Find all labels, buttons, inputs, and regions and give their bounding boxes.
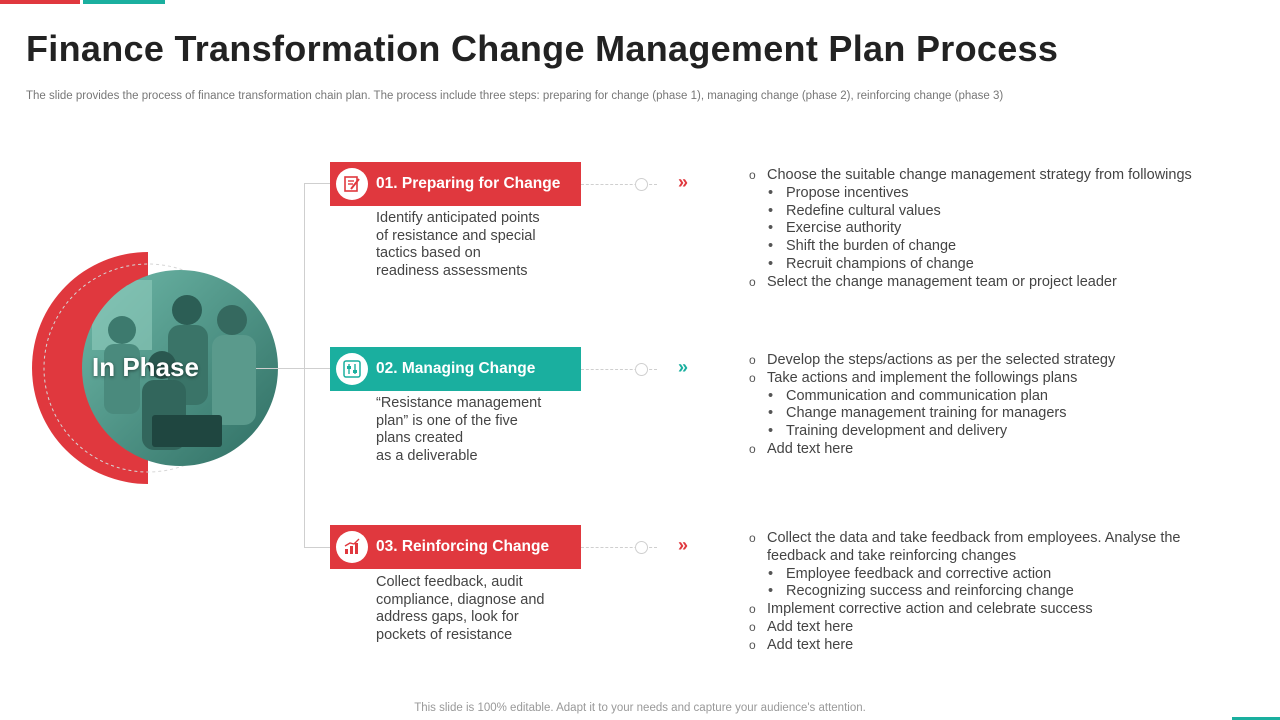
detail-subitem: • Recognizing success and reinforcing change [748,583,1218,601]
step-2-desc-line: “Resistance management [376,395,542,411]
slide-footer: This slide is 100% editable. Adapt it to your needs and capture your audience's attention. [414,702,866,714]
step-1-connector [304,183,330,184]
detail-item: o Add text here [748,441,1218,459]
step-2-description [376,395,556,465]
hub-label: In Phase [92,352,199,382]
step-2-details [748,352,1218,459]
detail-item: o Collect the data and take feedback from employees. Analyse the [748,530,1218,548]
top-accent-teal [83,0,165,4]
slide-subtitle: The slide provides the process of finance transformation chain plan. The process include three steps: preparing for change (phase 1), managing change (phase 2), reinforcing change (phase 3) [26,90,1004,102]
step-2-desc-line: plan” is one of the five [376,412,518,429]
detail-subitem: • Exercise authority [748,220,1218,238]
step-3-dot [635,541,648,554]
document-pen-icon [336,168,368,200]
detail-item: o Add text here [748,637,1218,655]
detail-item: o Implement corrective action and celebrate success [748,601,1218,619]
slide-title: Finance Transformation Change Management Plan Process [26,28,1059,69]
step-3-title: 03. Reinforcing Change [376,538,550,555]
detail-item: o Select the change management team or project leader [748,274,1218,292]
sliders-icon [336,353,368,385]
step-1-desc-line: Identify anticipated points [376,210,540,226]
detail-item: o Take actions and implement the followings plans [748,370,1218,388]
step-1-dot [635,178,648,191]
step-3-connector [304,547,330,548]
step-1-chevron-icon: » [678,172,689,192]
step-3-desc-line: pockets of resistance [376,626,513,643]
step-2-title: 02. Managing Change [376,360,536,377]
detail-item: o Choose the suitable change management strategy from followings [748,167,1218,185]
vertical-connector [304,183,305,548]
detail-subitem: • Change management training for managers [748,405,1218,423]
step-2-chevron-icon: » [678,357,689,377]
step-3-desc-line: compliance, diagnose and [376,591,545,608]
step-1-desc-line: of resistance and special [376,227,536,244]
detail-item: o Add text here [748,619,1218,637]
step-2-desc-line: plans created [376,430,464,446]
detail-subitem: • Employee feedback and corrective action [748,566,1218,584]
detail-subitem: • Redefine cultural values [748,203,1218,221]
detail-item: o Develop the steps/actions as per the selected strategy [748,352,1218,370]
step-3-desc-line: address gaps, look for [376,609,519,625]
step-3-desc-line: Collect feedback, audit [376,574,523,590]
step-1-desc-line: readiness assessments [376,262,528,279]
step-2-desc-line: as a deliverable [376,447,478,464]
step-1-desc-line: tactics based on [376,245,481,261]
hub-connector [256,368,305,369]
step-1-details [748,167,1218,292]
step-3-header [330,525,581,569]
step-1-title: 01. Preparing for Change [376,175,561,192]
detail-subitem: • Communication and communication plan [748,388,1218,406]
step-2-connector [304,368,330,369]
detail-subitem: • Training development and delivery [748,423,1218,441]
step-3-description [376,574,556,644]
step-1-description [376,210,556,280]
detail-subitem: • Shift the burden of change [748,238,1218,256]
step-3-details [748,530,1218,655]
step-2-header [330,347,581,391]
step-2-dot [635,363,648,376]
step-1-header [330,162,581,206]
detail-item-continuation: feedback and take reinforcing changes [767,547,1017,564]
top-accent-red [0,0,80,4]
detail-subitem: • Propose incentives [748,185,1218,203]
growth-chart-icon [336,531,368,563]
detail-subitem: • Recruit champions of change [748,256,1218,274]
step-3-chevron-icon: » [678,535,689,555]
phase-hub [32,252,264,484]
